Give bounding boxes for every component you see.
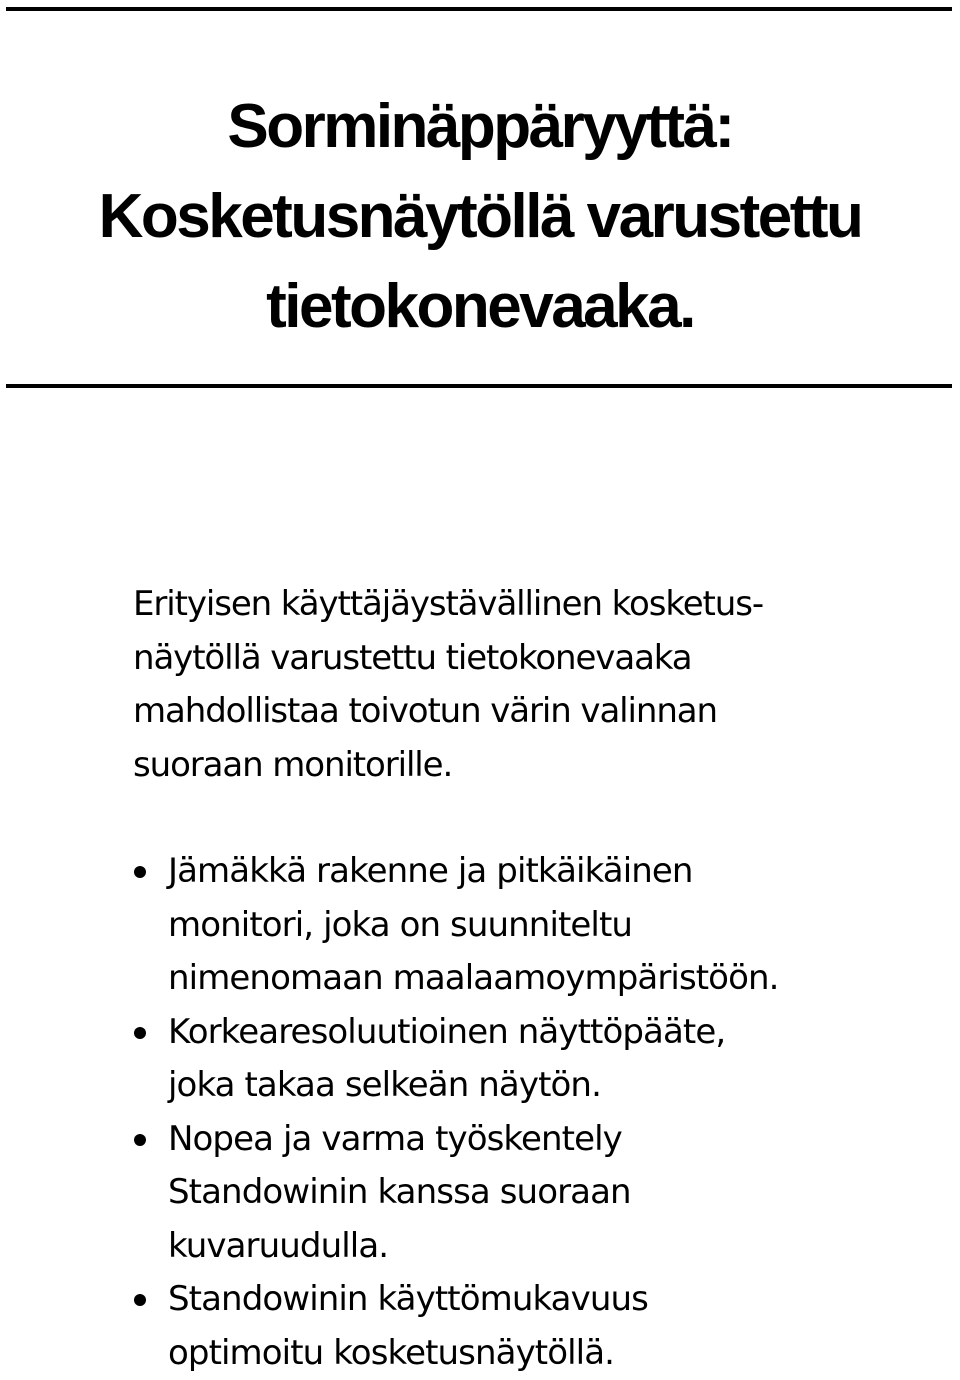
title-line: Sorminäppäryyttä:: [227, 92, 733, 161]
top-divider: [6, 7, 952, 11]
feature-item: [130, 1006, 930, 1113]
feature-line: nimenomaan maalaamoympäristöön.: [168, 958, 779, 998]
feature-list: [130, 845, 930, 1380]
feature-line: Korkearesoluutioinen näyttöpääte,: [168, 1011, 726, 1052]
bullet-icon: [134, 866, 146, 878]
title-line: tietokonevaaka.: [266, 272, 694, 341]
feature-line: Standowinin kanssa suoraan: [168, 1172, 631, 1212]
feature-line: kuvaruudulla.: [168, 1225, 389, 1266]
bullet-icon: [134, 1027, 146, 1039]
feature-line: joka takaa selkeän näytön.: [168, 1065, 601, 1105]
intro-line: suoraan monitorille.: [133, 744, 453, 785]
bullet-icon: [134, 1134, 146, 1146]
intro-paragraph: [133, 578, 893, 792]
feature-line: Standowinin käyttömukavuus: [168, 1279, 648, 1319]
feature-item: [130, 1113, 930, 1274]
feature-line: Jämäkkä rakenne ja pitkäikäinen: [168, 851, 693, 891]
title-divider: [6, 384, 952, 388]
intro-line: mahdollistaa toivotun värin valinnan: [133, 691, 717, 731]
intro-line: näytöllä varustettu tietokonevaaka: [133, 637, 692, 678]
intro-line: Erityisen käyttäjäystävällinen kosketus-: [133, 584, 763, 624]
feature-line: monitori, joka on suunniteltu: [168, 904, 633, 945]
bullet-icon: [134, 1294, 146, 1306]
title-line: Kosketusnäytöllä varustettu: [98, 182, 862, 251]
feature-line: Nopea ja varma työskentely: [168, 1118, 622, 1159]
feature-item: [130, 1273, 930, 1380]
feature-item: [130, 845, 930, 1006]
feature-line: optimoitu kosketusnäytöllä.: [168, 1332, 615, 1373]
page-title: [0, 82, 960, 352]
